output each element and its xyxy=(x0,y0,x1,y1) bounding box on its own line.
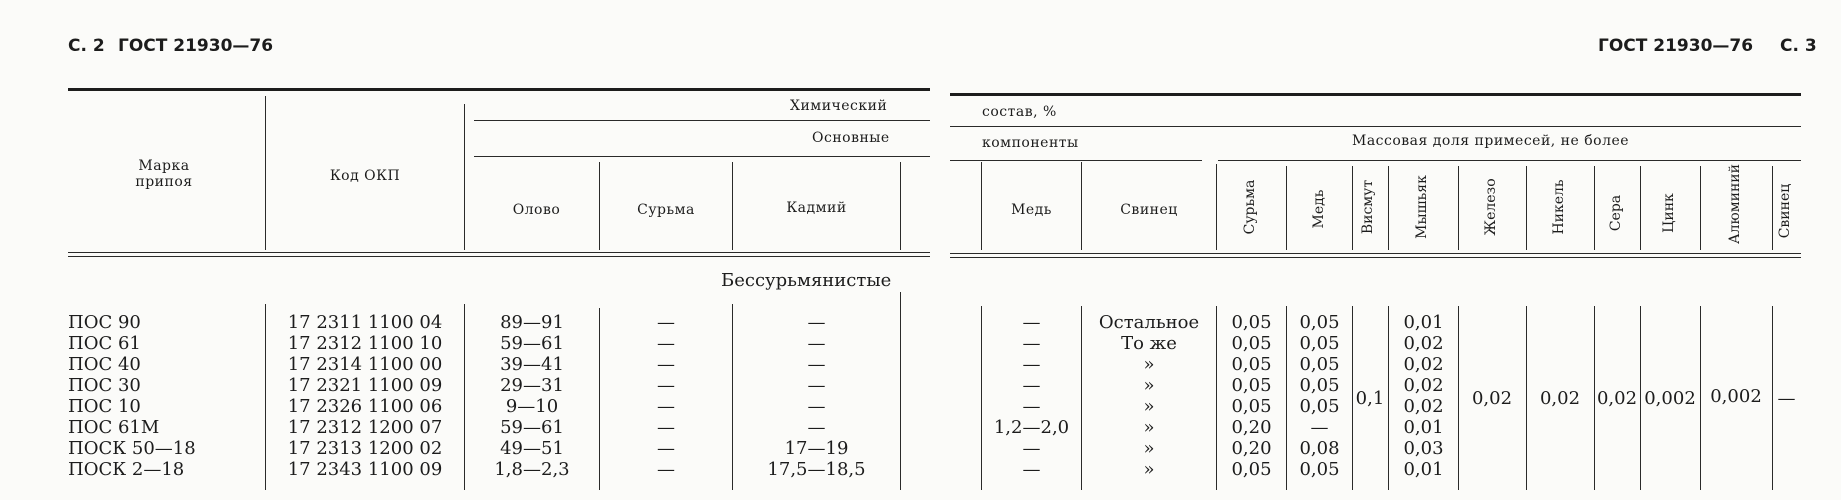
cell-okp: 17 2311 1100 04 xyxy=(287,312,443,333)
vline-h-8 xyxy=(1216,164,1217,250)
header-imp-aluminium: Алюминий xyxy=(1727,164,1743,244)
cell-imp-arsenic: 0,01 xyxy=(1403,417,1444,438)
common-nickel: 0,02 xyxy=(1539,388,1581,409)
cell-antimony: — xyxy=(657,375,675,396)
header-bottom-rule-left-b xyxy=(68,256,930,257)
header-bottom-rule-left-a xyxy=(68,252,930,253)
header-components: компоненты xyxy=(982,135,1079,151)
cell-antimony: — xyxy=(657,417,675,438)
rule-main-left xyxy=(474,156,930,157)
header-imp-lead: Свинец xyxy=(1777,183,1793,239)
header-solder-mark: Марка припоя xyxy=(135,158,193,190)
header-okp-code: Код ОКП xyxy=(329,168,401,184)
cell-mark: ПОС 90 xyxy=(68,312,141,333)
cell-tin: 49—51 xyxy=(500,438,564,459)
cell-imp-antimony: 0,05 xyxy=(1231,312,1272,333)
cell-lead: » xyxy=(1143,396,1155,417)
left-page-number: С. 2 xyxy=(68,36,105,56)
cell-cadmium: — xyxy=(807,417,826,438)
cell-okp: 17 2321 1100 09 xyxy=(287,375,443,396)
cell-okp: 17 2343 1100 09 xyxy=(287,459,443,480)
cell-copper: — xyxy=(1022,459,1041,480)
cell-imp-antimony: 0,05 xyxy=(1231,354,1272,375)
cell-antimony: — xyxy=(657,312,675,333)
cell-tin: 9—10 xyxy=(505,396,559,417)
header-imp-copper: Медь xyxy=(1311,189,1327,229)
vline-h-16 xyxy=(1700,166,1701,250)
header-bottom-rule-right-b xyxy=(950,257,1801,258)
table-top-rule-left xyxy=(68,88,930,91)
cell-copper: — xyxy=(1022,396,1041,417)
header-cadmium: Кадмий xyxy=(786,200,847,216)
cell-imp-arsenic: 0,03 xyxy=(1403,438,1444,459)
cell-cadmium: — xyxy=(807,396,826,417)
vline-h-10 xyxy=(1352,166,1353,250)
cell-imp-antimony: 0,05 xyxy=(1231,375,1272,396)
common-zinc: 0,002 xyxy=(1644,388,1696,409)
cell-mark: ПОСК 50—18 xyxy=(68,438,196,459)
common-lead: — xyxy=(1777,388,1796,409)
cell-cadmium: 17—19 xyxy=(784,438,849,459)
cell-imp-copper: — xyxy=(1310,417,1329,438)
cell-copper: — xyxy=(1022,438,1041,459)
right-standard-title: ГОСТ 21930—76 xyxy=(1598,36,1754,56)
header-composition: состав, % xyxy=(982,104,1057,120)
vline-h-5 xyxy=(900,162,901,250)
cell-tin: 59—61 xyxy=(500,333,564,354)
rule-chem-right xyxy=(950,126,1801,127)
vline-h-13 xyxy=(1526,166,1527,250)
right-page-number: С. 3 xyxy=(1780,36,1817,56)
section-label: Бессурьмянистые xyxy=(721,270,892,291)
cell-lead: » xyxy=(1143,354,1155,375)
cell-tin: 89—91 xyxy=(500,312,564,333)
cell-lead: То же xyxy=(1121,333,1177,354)
cell-antimony: — xyxy=(657,438,675,459)
cell-copper: — xyxy=(1022,375,1041,396)
cell-antimony: — xyxy=(657,333,675,354)
cell-antimony: — xyxy=(657,459,675,480)
cell-imp-arsenic: 0,01 xyxy=(1403,312,1444,333)
header-imp-zinc: Цинк xyxy=(1661,193,1677,233)
common-iron: 0,02 xyxy=(1471,388,1513,409)
cell-mark: ПОСК 2—18 xyxy=(68,459,185,480)
cell-mark: ПОС 61 xyxy=(68,333,141,354)
cell-lead: » xyxy=(1143,438,1155,459)
cell-tin: 39—41 xyxy=(500,354,564,375)
cell-tin: 59—61 xyxy=(500,417,564,438)
header-imp-bismuth: Висмут xyxy=(1360,179,1376,235)
cell-mark: ПОС 61М xyxy=(68,417,160,438)
cell-imp-antimony: 0,20 xyxy=(1231,438,1272,459)
cell-antimony: — xyxy=(657,354,675,375)
cell-cadmium: — xyxy=(807,375,826,396)
cell-mark: ПОС 10 xyxy=(68,396,141,417)
cell-okp: 17 2312 1200 07 xyxy=(287,417,443,438)
header-main: Основные xyxy=(812,130,890,146)
cell-copper: — xyxy=(1022,333,1041,354)
vline-b-2 xyxy=(464,304,465,490)
vline-h-1 xyxy=(265,96,266,250)
cell-imp-copper: 0,05 xyxy=(1299,459,1340,480)
cell-tin: 29—31 xyxy=(500,375,564,396)
cell-cadmium: — xyxy=(807,333,826,354)
cell-imp-antimony: 0,05 xyxy=(1231,459,1272,480)
cell-cadmium: 17,5—18,5 xyxy=(767,459,866,480)
rule-main-right xyxy=(950,160,1202,161)
cell-copper: 1,2—2,0 xyxy=(993,417,1070,438)
cell-imp-arsenic: 0,02 xyxy=(1403,354,1444,375)
vline-b-1 xyxy=(265,304,266,490)
common-sulfur: 0,02 xyxy=(1596,388,1638,409)
cell-copper: — xyxy=(1022,312,1041,333)
vline-b-5 xyxy=(900,292,901,490)
cell-antimony: — xyxy=(657,396,675,417)
header-bottom-rule-right-a xyxy=(950,253,1801,254)
cell-imp-antimony: 0,05 xyxy=(1231,333,1272,354)
rule-impurities xyxy=(1218,160,1801,161)
cell-imp-antimony: 0,20 xyxy=(1231,417,1272,438)
cell-lead: » xyxy=(1143,459,1155,480)
cell-imp-arsenic: 0,02 xyxy=(1403,333,1444,354)
cell-copper: — xyxy=(1022,354,1041,375)
vline-h-14 xyxy=(1594,166,1595,250)
header-imp-antimony: Сурьма xyxy=(1242,179,1258,235)
header-imp-iron: Железо xyxy=(1483,178,1499,236)
header-antimony: Сурьма xyxy=(637,202,695,218)
cell-imp-arsenic: 0,02 xyxy=(1403,375,1444,396)
cell-imp-copper: 0,05 xyxy=(1299,333,1340,354)
cell-okp: 17 2326 1100 06 xyxy=(287,396,443,417)
left-standard-title: ГОСТ 21930—76 xyxy=(118,36,274,56)
table-top-rule-right xyxy=(950,93,1801,96)
vline-h-17 xyxy=(1772,166,1773,250)
vline-h-11 xyxy=(1388,166,1389,250)
vline-h-12 xyxy=(1458,166,1459,250)
vline-h-2 xyxy=(464,104,465,250)
cell-imp-copper: 0,05 xyxy=(1299,312,1340,333)
cell-imp-antimony: 0,05 xyxy=(1231,396,1272,417)
cell-imp-copper: 0,05 xyxy=(1299,354,1340,375)
cell-okp: 17 2312 1100 10 xyxy=(287,333,443,354)
common-aluminium: 0,002 xyxy=(1710,386,1762,407)
cell-cadmium: — xyxy=(807,312,826,333)
header-impurities: Массовая доля примесей, не более xyxy=(1352,133,1630,149)
header-imp-arsenic: Мышьяк xyxy=(1414,175,1430,239)
cell-mark: ПОС 30 xyxy=(68,375,141,396)
vline-h-15 xyxy=(1640,166,1641,250)
common-bismuth: 0,1 xyxy=(1355,388,1385,409)
rule-chem-left xyxy=(474,120,930,121)
cell-cadmium: — xyxy=(807,354,826,375)
cell-lead: » xyxy=(1143,417,1155,438)
header-lead: Свинец xyxy=(1120,202,1178,218)
cell-lead: » xyxy=(1143,375,1155,396)
cell-imp-arsenic: 0,02 xyxy=(1403,396,1444,417)
cell-okp: 17 2313 1200 02 xyxy=(287,438,443,459)
cell-imp-copper: 0,05 xyxy=(1299,375,1340,396)
header-imp-nickel: Никель xyxy=(1551,179,1567,235)
header-tin: Олово xyxy=(512,202,561,218)
cell-imp-copper: 0,08 xyxy=(1299,438,1340,459)
cell-imp-copper: 0,05 xyxy=(1299,396,1340,417)
vline-h-9 xyxy=(1286,166,1287,250)
header-copper: Медь xyxy=(1011,202,1052,218)
cell-lead: Остальное xyxy=(1098,312,1200,333)
cell-imp-arsenic: 0,01 xyxy=(1403,459,1444,480)
cell-mark: ПОС 40 xyxy=(68,354,141,375)
header-chemical: Химический xyxy=(790,98,888,114)
cell-tin: 1,8—2,3 xyxy=(494,459,570,480)
header-imp-sulfur: Сера xyxy=(1608,194,1624,232)
cell-okp: 17 2314 1100 00 xyxy=(287,354,443,375)
